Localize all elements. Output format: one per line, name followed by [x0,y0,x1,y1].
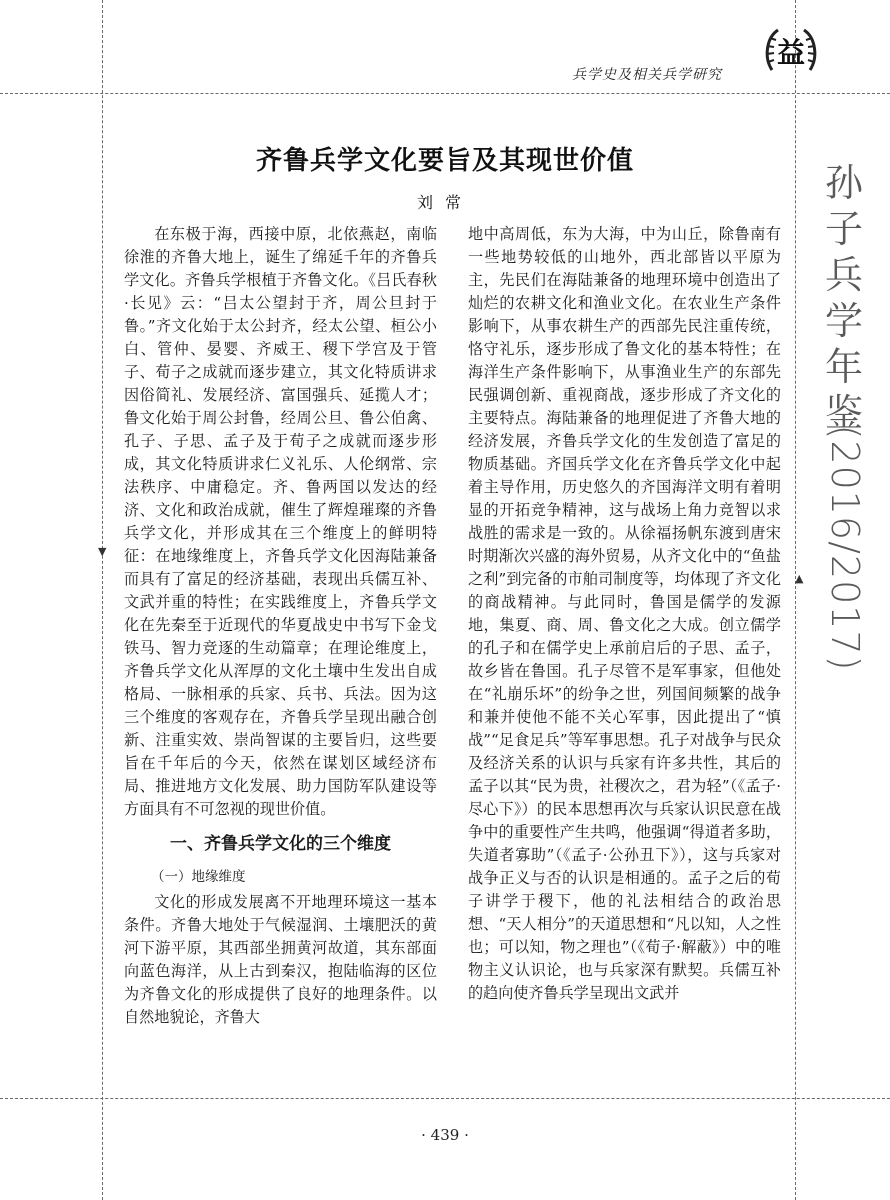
sidebar-title-char: 年 [824,345,863,389]
page-number: · 439 · [421,1126,469,1144]
article-author: 刘常 [416,193,473,212]
sidebar-title-char: 学 [824,299,863,343]
body-paragraph-continued: 地中高周低，东为大海，中为山丘，除鲁南有一些地势较低的山地外，西北部皆以平原为主，先民们在海陆兼备的地理环境中创造出了灿烂的农耕文化和渔业文化。在农业生产条件影响下，从事农耕生产的西部先民注重传统，恪守礼乐，逐步形成了鲁文化的基本特性；在海洋生产条件影响下，从事渔业生产的东部先民强调创新、重视商战，逐步形成了齐文化的主要特点。海陆兼备的地理促进了齐鲁大地的经济发展，齐鲁兵学文化的生发创造了富足的物质基础。齐国兵学文化在齐鲁兵学文化中起着主导作用，历史悠久的齐国海洋文明有着明显的开拓竞争精神，这与战场上角力竞智以求战胜的需求是一致的。从徐福扬帆东渡到唐宋时期渐次兴盛的海外贸易，从齐文化中的“鱼盐之利”到完备的市舶司制度等，均体现了齐文化的商战精神。与此同时，鲁国是儒学的发源地，集夏、商、周、鲁文化之大成。创立儒学的孔子和在儒学史上承前启后的子思、孟子，故乡皆在鲁国。孔子尽管不是军事家，但他处在“礼崩乐坏”的纷争之世，列国间频繁的战争和兼并使他不能不关心军事，因此提出了“慎战”“足食足兵”等军事思想。孔子对战争与民众及经济关系的认识与兵家有许多共性，其后的孟子以其“民为贵，社稷次之，君为轻”（《孟子·尽心下》）的民本思想再次与兵家认识民意在战争中的重要性产生共鸣，他强调“得道者多助，失道者寡助”（《孟子·公孙丑下》），这与兵家对战争正义与否的认识是相通的。孟子之后的荀子讲学于稷下，他的礼法相结合的政治思想、“天人相分”的天道思想和“凡以知，人之性也；可以知，物之理也”（《荀子·解蔽》）中的唯物主义认识论，也与兵家深有默契。兵儒互补的趋向使齐鲁兵学呈现出文武并 [468,225,781,1002]
subsection-heading: （一）地缘维度 [151,869,246,885]
sidebar-title-char: 鉴 [824,391,863,435]
running-head: 兵学史及相关兵学研究 [572,67,722,83]
sidebar-journal-title [818,160,870,436]
sidebar-title-char: 孙 [824,161,863,205]
left-column [124,223,437,1029]
section-heading: 一、齐鲁兵学文化的三个维度 [170,834,391,854]
left-margin-arrow: ▼ [98,545,107,558]
sidebar-year: (2016/2017) [823,424,867,672]
top-dashed-rule [0,93,890,94]
bottom-dashed-rule [0,1098,890,1099]
article-title: 齐鲁兵学文化要旨及其现世价值 [255,146,634,176]
right-dashed-rule [795,0,796,1200]
right-margin-arrow: ▲ [795,572,804,585]
body-paragraph: 文化的形成发展离不开地理环境这一基本条件。齐鲁大地处于气候湿润、土壤肥沃的黄河下游平原，其西部坐拥黄河故道，其东部面向蓝色海洋，从上古到秦汉，抱陆临海的区位为齐鲁文化的形成提供了良好的地理条件。以自然地貌论，齐鲁大 [124,893,437,1026]
sidebar-title-char: 子 [824,207,863,251]
sidebar-title-char: 兵 [824,253,863,297]
right-column [468,223,781,1005]
journal-logo [762,22,820,80]
left-dashed-rule [102,0,103,1200]
logo-character: 益 [776,36,806,69]
intro-paragraph: 在东极于海，西接中原，北依燕赵，南临徐淮的齐鲁大地上，诞生了绵延千年的齐鲁兵学文化。齐鲁兵学根植于齐鲁文化。《吕氏春秋·长见》云：“吕太公望封于齐，周公旦封于鲁。”齐文化始于太公封齐，经太公望、桓公小白、管仲、晏婴、齐威王、稷下学宫及于管子、荀子之成就而逐步建立，其文化特质讲求因俗简礼、发展经济、富国强兵、延揽人才；鲁文化始于周公封鲁，经周公旦、鲁公伯禽、孔子、子思、孟子及于荀子之成就而逐步形成，其文化特质讲求仁义礼乐、人伦纲常、宗法秩序、中庸稳定。齐、鲁两国以发达的经济、文化和政治成就，催生了辉煌璀璨的齐鲁兵学文化，并形成其在三个维度上的鲜明特征：在地缘维度上，齐鲁兵学文化因海陆兼备而具有了富足的经济基础，表现出兵儒互补、文武并重的特性；在实践维度上，齐鲁兵学文化在先秦至于近现代的华夏战史中书写下金戈铁马、智力竞逐的生动篇章；在理论维度上，齐鲁兵学文化从浑厚的文化土壤中生发出自成格局、一脉相承的兵家、兵书、兵法。因为这三个维度的客观存在，齐鲁兵学呈现出融合创新、注重实效、崇尚智谋的主要旨归，这些要旨在千年后的今天，依然在谋划区域经济布局、推进地方文化发展、助力国防军队建设等方面具有不可忽视的现世价值。 [124,225,437,818]
